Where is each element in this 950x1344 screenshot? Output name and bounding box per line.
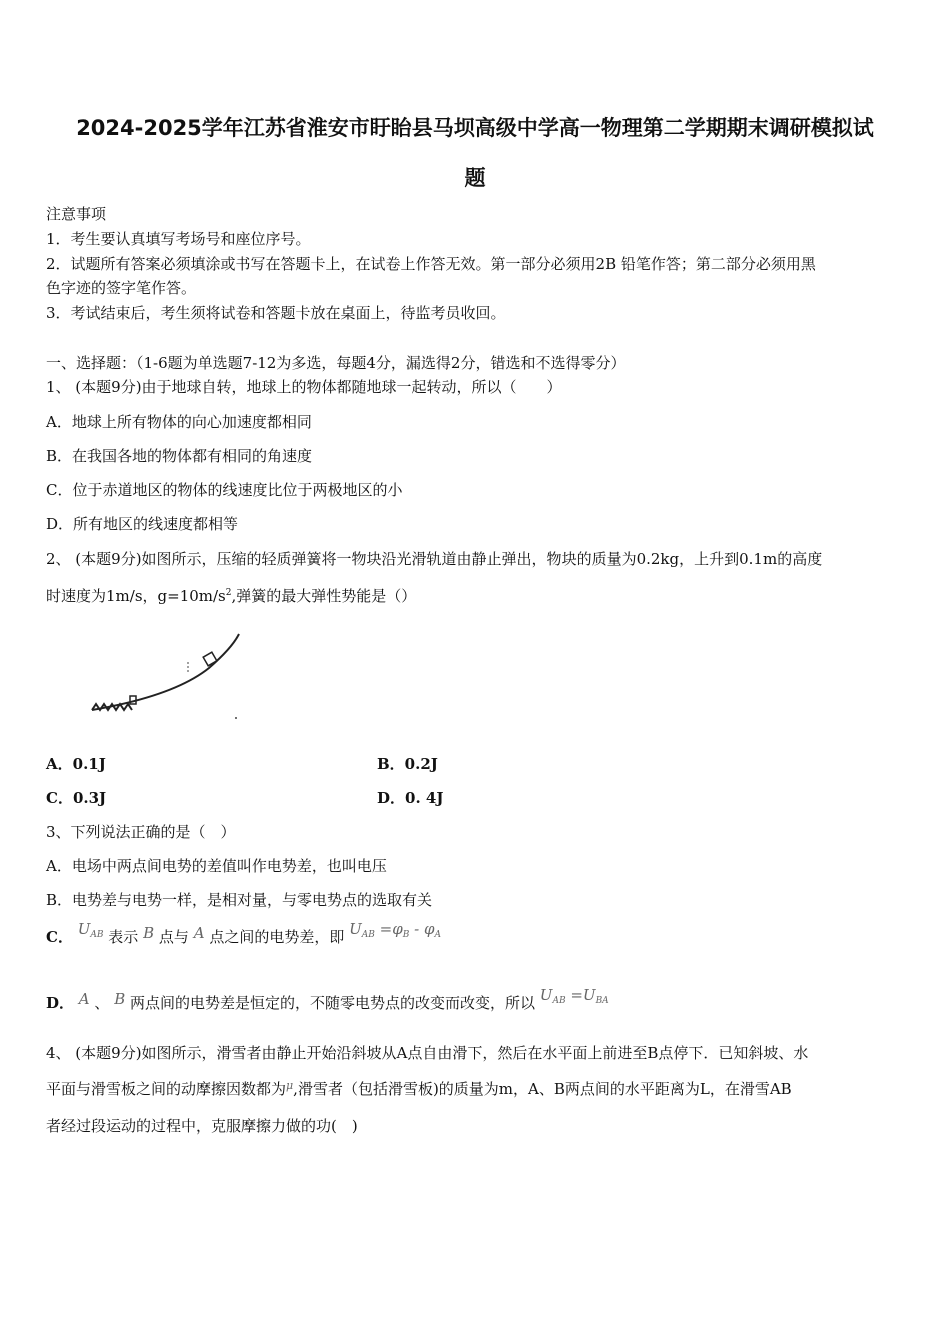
u-ab-sub: AB xyxy=(90,930,104,940)
notice-heading: 注意事项 xyxy=(46,205,107,223)
q4-line-3: 者经过段运动的过程中，克服摩擦力做的功( ) xyxy=(46,1117,358,1135)
mu-symbol: μ xyxy=(286,1079,294,1092)
q3-option-c xyxy=(46,920,441,948)
q2-stem-question: ,弹簧的最大弹性势能是（） xyxy=(231,587,417,605)
title-line-2: 题 xyxy=(464,166,486,190)
title-line-1: 2024-2025学年江苏省淮安市盱眙县马坝高级中学高一物理第二学期期末调研模拟试 xyxy=(76,116,874,140)
potential-difference-equation xyxy=(349,920,441,938)
q1-stem: 1、 (本题9分)由于地球自转，地球上的物体都随地球一起转动，所以（ ） xyxy=(46,378,562,396)
u-ab-equals-u-ba xyxy=(540,986,609,1004)
d-eq-u2: =U xyxy=(565,986,596,1004)
q4-line-2 xyxy=(46,1078,792,1099)
eq-u-sub: AB xyxy=(361,930,375,940)
q2-option-c: C．0.3J xyxy=(46,789,107,807)
q2-option-b: B．0.2J xyxy=(377,755,438,773)
q3-c-text-1: 表示 xyxy=(108,928,139,946)
q4-line-2-a: 平面与滑雪板之间的动摩擦因数都为 xyxy=(46,1080,287,1098)
u-ab-u: U xyxy=(77,920,91,938)
q1-option-c: C．位于赤道地区的物体的线速度比位于两极地区的小 xyxy=(46,481,403,499)
q4-line-2-b: ,滑雪者（包括滑雪板)的质量为m，A、B两点间的水平距离为L，在滑雪AB xyxy=(293,1080,792,1098)
spring-track-figure xyxy=(84,626,254,726)
q3-c-text-3: 点之间的电势差，即 xyxy=(209,928,345,946)
q3-option-b: B．电势差与电势一样，是相对量，与零电势点的选取有关 xyxy=(46,891,433,909)
d-eq-u2-sub: BA xyxy=(595,996,609,1006)
q2-option-a: A．0.1J xyxy=(46,755,106,773)
q1-option-d: D．所有地区的线速度都相等 xyxy=(46,515,239,533)
q2-stem-line-2 xyxy=(46,585,416,606)
eq-phi-b-sub: B xyxy=(402,930,410,940)
d-eq-u1-sub: AB xyxy=(552,996,566,1006)
notice-item-2-cont: 色字迹的签字笔作答。 xyxy=(46,279,197,297)
section-heading: 一、选择题：（1-6题为单选题7-12为多选，每题4分，漏选得2分，错选和不选得零分） xyxy=(46,354,626,372)
notice-item-3: 3．考试结束后，考生须将试卷和答题卡放在桌面上，待监考员收回。 xyxy=(46,304,506,322)
q3-option-d-label: D． xyxy=(46,994,75,1012)
q2-stem-text: 时速度为1m/s，g=10m/s xyxy=(46,587,226,605)
eq-u: U xyxy=(349,920,362,938)
point-a-symbol-d: A xyxy=(78,990,90,1008)
q4-line-1: 4、 (本题9分)如图所示，滑雪者由静止开始沿斜坡从A点自由滑下，然后在水平面上前进至B点停下．已知斜坡、水 xyxy=(46,1044,809,1062)
point-b-symbol-d: B xyxy=(114,990,126,1008)
q3-d-text: 两点间的电势差是恒定的，不随零电势点的改变而改变，所以 xyxy=(125,994,536,1012)
q2-stem-line-1: 2、 (本题9分)如图所示，压缩的轻质弹簧将一物块沿光滑轨道由静止弹出，物块的质量为0.2kg，上升到0.1m的高度 xyxy=(46,550,823,568)
point-b-symbol: B xyxy=(143,924,155,942)
q1-option-b: B．在我国各地的物体都有相同的角速度 xyxy=(46,447,313,465)
notice-item-1: 1．考生要认真填写考场号和座位序号。 xyxy=(46,230,311,248)
track-curve xyxy=(92,634,239,710)
q3-c-text-2: 点与 xyxy=(158,928,189,946)
q3-d-separator: 、 xyxy=(89,994,110,1012)
q3-option-a: A．电场中两点间电势的差值叫作电势差，也叫电压 xyxy=(46,857,387,875)
point-a-symbol: A xyxy=(193,924,205,942)
eq-phi: =φ xyxy=(374,920,403,938)
d-eq-u1: U xyxy=(539,986,553,1004)
eq-minus-phi: - φ xyxy=(409,920,435,938)
q3-option-d xyxy=(46,986,609,1014)
q2-option-d: D．0. 4J xyxy=(377,789,444,807)
ground-dot xyxy=(235,717,237,719)
q2-stem-exponent: 2 xyxy=(225,588,232,598)
eq-phi-a-sub: A xyxy=(434,930,441,940)
u-ab-symbol xyxy=(78,920,104,938)
q1-option-a: A．地球上所有物体的向心加速度都相同 xyxy=(46,413,312,431)
q3-stem: 3、下列说法正确的是（ ） xyxy=(46,823,236,841)
notice-item-2: 2．试题所有答案必须填涂或书写在答题卡上，在试卷上作答无效。第一部分必须用2B 铅笔作答；第二部分必须用黑 xyxy=(46,255,816,273)
q3-option-c-label: C． xyxy=(46,928,73,946)
